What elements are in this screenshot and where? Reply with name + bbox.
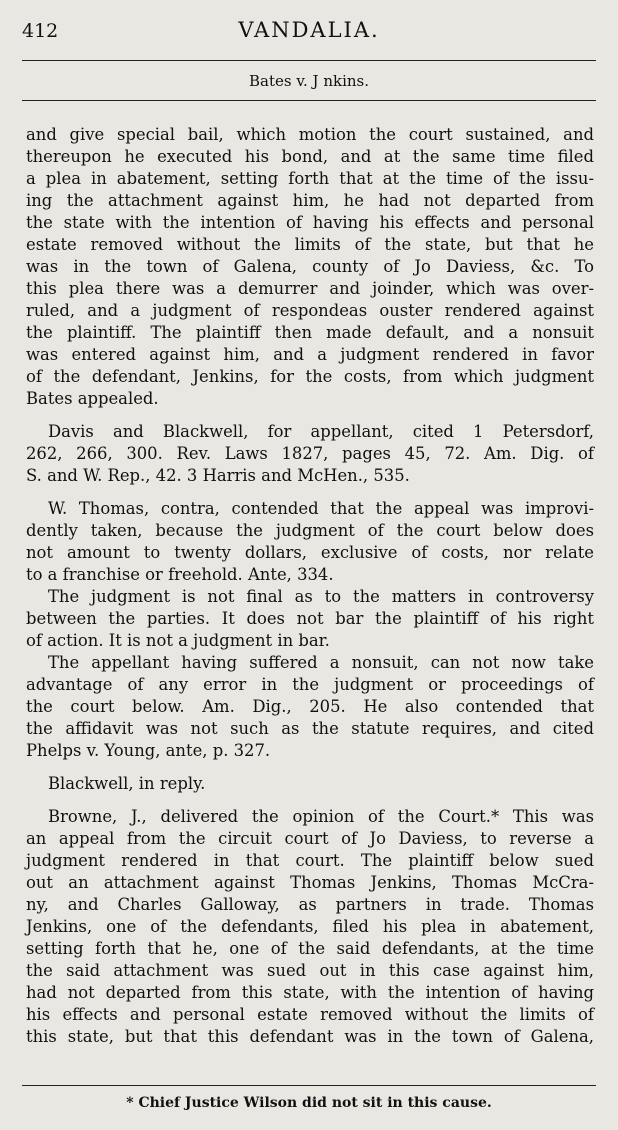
paragraph-opinion <box>26 806 594 1048</box>
text-line: ny, and Charles Galloway, as partners in trade. Thomas <box>26 895 594 914</box>
footnote-rule <box>22 1085 596 1086</box>
text-line: to a franchise or freehold. Ante, 334. <box>26 565 334 584</box>
text-line: out an attachment against Thomas Jenkins, Thomas McCra- <box>26 873 594 892</box>
text-line: was in the town of Galena, county of Jo Daviess, &c. To <box>26 257 594 276</box>
text-body <box>26 124 594 1048</box>
text-line: dently taken, because the judgment of the court below does <box>26 521 594 540</box>
paragraph-nonsuit <box>26 652 594 762</box>
text-line: judgment rendered in that court. The plaintiff below sued <box>26 851 594 870</box>
text-line: this plea there was a demurrer and joinder, which was over- <box>26 279 594 298</box>
text-line: advantage of any error in the judgment or proceedings of <box>26 675 594 694</box>
text-line: the plaintiff. The plaintiff then made default, and a nonsuit <box>26 323 594 342</box>
text-line: not amount to twenty dollars, exclusive of costs, nor relate <box>26 543 594 562</box>
text-line: 262, 266, 300. Rev. Laws 1827, pages 45, 72. Am. Dig. of <box>26 444 594 463</box>
text-line: Davis and Blackwell, for appellant, cited 1 Petersdorf, <box>48 422 594 441</box>
footnote: * Chief Justice Wilson did not sit in this cause. <box>126 1095 492 1111</box>
text-line: thereupon he executed his bond, and at the same time filed <box>26 147 594 166</box>
text-line: setting forth that he, one of the said defendants, at the time <box>26 939 594 958</box>
text-line: Jenkins, one of the defendants, filed his plea in abatement, <box>26 917 594 936</box>
text-line: ing the attachment against him, he had not departed from <box>26 191 594 210</box>
paragraph-not-final <box>26 586 594 652</box>
text-line: his effects and personal estate removed without the limits of <box>26 1005 594 1024</box>
text-line: ruled, and a judgment of respondeas ouster rendered against <box>26 301 594 320</box>
header-rule <box>22 60 596 61</box>
text-line: the affidavit was not such as the statute requires, and cited <box>26 719 594 738</box>
caption-rule <box>22 100 596 101</box>
text-line: the state with the intention of having his effects and personal <box>26 213 594 232</box>
text-line: had not departed from this state, with the intention of having <box>26 983 594 1002</box>
paragraph-facts <box>26 124 594 410</box>
text-line: Bates appealed. <box>26 389 159 408</box>
text-line: estate removed without the limits of the state, but that he <box>26 235 594 254</box>
text-line: an appeal from the circuit court of Jo Daviess, to reverse a <box>26 829 594 848</box>
page-header <box>22 18 596 48</box>
text-line: The judgment is not final as to the matters in controversy <box>48 587 594 606</box>
text-line: this state, but that this defendant was in the town of Galena, <box>26 1027 594 1046</box>
text-line: a plea in abatement, setting forth that at the time of the issu- <box>26 169 594 188</box>
paragraph-appellant-counsel <box>26 421 594 487</box>
text-line: W. Thomas, contra, contended that the appeal was improvi- <box>48 499 594 518</box>
text-line: the court below. Am. Dig., 205. He also contended that <box>26 697 594 716</box>
text-line: Browne, J., delivered the opinion of the Court.* This was <box>48 807 594 826</box>
page-number: 412 <box>22 20 59 42</box>
text-line: of the defendant, Jenkins, for the costs, from which judgment <box>26 367 594 386</box>
text-line: the said attachment was sued out in this case against him, <box>26 961 594 980</box>
text-line: of action. It is not a judgment in bar. <box>26 631 330 650</box>
paragraph-reply <box>26 773 594 795</box>
paragraph-contra <box>26 498 594 586</box>
text-line: and give special bail, which motion the court sustained, and <box>26 125 594 144</box>
text-line: between the parties. It does not bar the plaintiff of his right <box>26 609 594 628</box>
text-line: Phelps v. Young, ante, p. 327. <box>26 741 271 760</box>
case-caption: Bates v. J nkins. <box>248 72 370 90</box>
text-line: S. and W. Rep., 42. 3 Harris and McHen., 535. <box>26 466 410 485</box>
running-title: VANDALIA. <box>238 18 380 42</box>
text-line: Blackwell, in reply. <box>48 774 206 793</box>
text-line: The appellant having suffered a nonsuit, can not now take <box>48 653 594 672</box>
text-line: was entered against him, and a judgment rendered in favor <box>26 345 594 364</box>
